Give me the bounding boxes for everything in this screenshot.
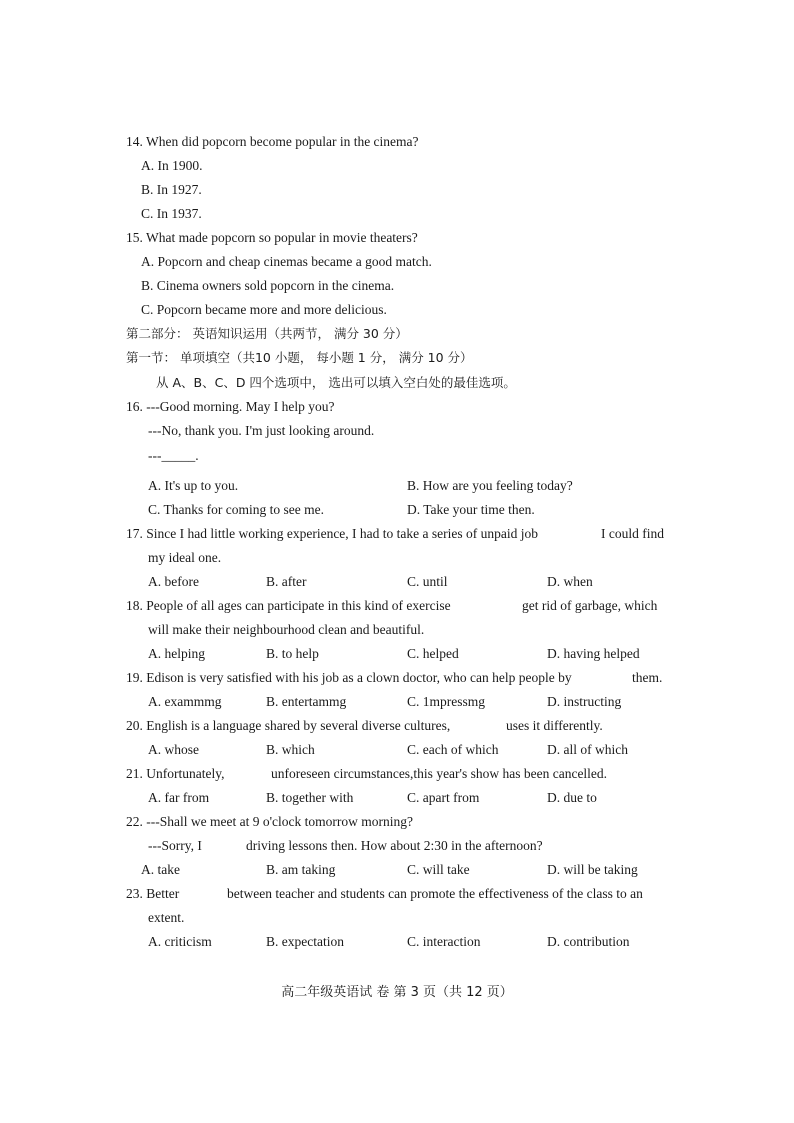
section1-instruction: 从 A、B、C、D 四个选项中， 选出可以填入空白处的最佳选项。 xyxy=(156,375,516,390)
q20-option-d: D. all of which xyxy=(547,742,628,757)
question-23-stem-start: 23. Better xyxy=(126,886,180,901)
q23-option-c: C. interaction xyxy=(407,934,481,949)
q18-option-b: B. to help xyxy=(266,646,319,661)
q16-option-b: B. How are you feeling today? xyxy=(407,478,573,493)
q21-option-a: A. far from xyxy=(148,790,210,805)
part2-heading: 第二部分： 英语知识运用（共两节， 满分 30 分） xyxy=(126,326,408,341)
q21-option-b: B. together with xyxy=(266,790,354,805)
q16-option-a: A. It's up to you. xyxy=(148,478,239,493)
q22-option-a: A. take xyxy=(141,862,180,877)
q20-option-b: B. which xyxy=(266,742,315,757)
question-22-line2-end: driving lessons then. How about 2:30 in the afternoon? xyxy=(246,838,543,853)
q23-option-d: D. contribution xyxy=(547,934,630,949)
q20-option-a: A. whose xyxy=(148,742,199,757)
question-17-stem-end: I could find xyxy=(601,526,664,541)
q17-option-c: C. until xyxy=(407,574,448,589)
q16-option-c: C. Thanks for coming to see me. xyxy=(148,502,324,517)
q21-option-c: C. apart from xyxy=(407,790,480,805)
question-19-stem-start: 19. Edison is very satisfied with his job as a clown doctor, who can help people by xyxy=(126,670,572,685)
question-16-line2: ---No, thank you. I'm just looking around. xyxy=(148,423,375,438)
q18-option-a: A. helping xyxy=(148,646,205,661)
q19-option-c: C. 1mpressmg xyxy=(407,694,486,709)
question-20-stem-start: 20. English is a language shared by several diverse cultures, xyxy=(126,718,451,733)
question-15-stem: 15. What made popcorn so popular in movie theaters? xyxy=(126,230,418,245)
q15-option-b: B. Cinema owners sold popcorn in the cinema. xyxy=(141,278,395,293)
q16-option-d: D. Take your time then. xyxy=(407,502,535,517)
q22-option-b: B. am taking xyxy=(266,862,336,877)
q17-option-b: B. after xyxy=(266,574,307,589)
q14-option-a: A. In 1900. xyxy=(141,158,203,173)
q14-option-c: C. In 1937. xyxy=(141,206,202,221)
question-17-line2: my ideal one. xyxy=(148,550,222,565)
question-21-stem-start: 21. Unfortunately, xyxy=(126,766,225,781)
question-21-stem-end: unforeseen circumstances,this year's show has been cancelled. xyxy=(271,766,608,781)
page-footer: 高二年级英语试 卷 第 3 页（共 12 页） xyxy=(281,985,513,1000)
question-18-line2: will make their neighbourhood clean and beautiful. xyxy=(148,622,425,637)
q15-option-c: C. Popcorn became more and more delicious. xyxy=(141,302,387,317)
q17-option-a: A. before xyxy=(148,574,199,589)
q23-option-a: A. criticism xyxy=(148,934,212,949)
q20-option-c: C. each of which xyxy=(407,742,499,757)
q18-option-c: C. helped xyxy=(407,646,459,661)
q22-option-d: D. will be taking xyxy=(547,862,638,877)
question-16-blank: ---_____. xyxy=(148,448,199,463)
q14-option-b: B. In 1927. xyxy=(141,182,202,197)
q17-option-d: D. when xyxy=(547,574,593,589)
question-14-stem: 14. When did popcorn become popular in the cinema? xyxy=(126,134,419,149)
question-22-line2-start: ---Sorry, I xyxy=(148,838,202,853)
q21-option-d: D. due to xyxy=(547,790,597,805)
question-16-line1: 16. ---Good morning. May I help you? xyxy=(126,399,335,414)
question-17-stem-start: 17. Since I had little working experience, I had to take a series of unpaid job xyxy=(126,526,538,541)
q23-option-b: B. expectation xyxy=(266,934,344,949)
section1-heading: 第一节： 单项填空（共10 小题， 每小题 1 分， 满分 10 分） xyxy=(126,350,473,365)
question-19-stem-end: them. xyxy=(632,670,663,685)
question-18-stem-end: get rid of garbage, which xyxy=(522,598,658,613)
q19-option-d: D. instructing xyxy=(547,694,622,709)
q22-option-c: C. will take xyxy=(407,862,470,877)
q19-option-a: A. exammmg xyxy=(148,694,222,709)
q18-option-d: D. having helped xyxy=(547,646,640,661)
question-18-stem-start: 18. People of all ages can participate in this kind of exercise xyxy=(126,598,451,613)
q19-option-b: B. entertammg xyxy=(266,694,347,709)
q15-option-a: A. Popcorn and cheap cinemas became a good match. xyxy=(141,254,432,269)
question-20-stem-end: uses it differently. xyxy=(506,718,603,733)
question-22-line1: 22. ---Shall we meet at 9 o'clock tomorrow morning? xyxy=(126,814,413,829)
question-23-stem-end: between teacher and students can promote the effectiveness of the class to an xyxy=(227,886,643,901)
question-23-line2: extent. xyxy=(148,910,185,925)
